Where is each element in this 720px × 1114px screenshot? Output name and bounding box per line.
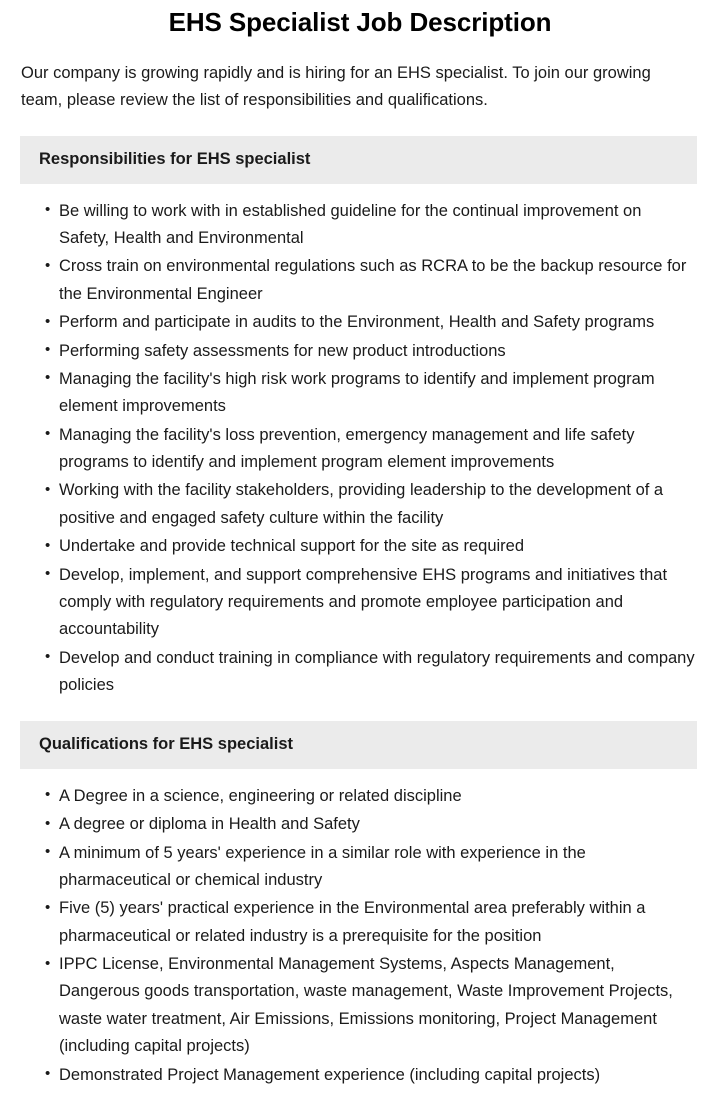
- list-item: • Be willing to work with in established guideline for the continual improvement on Safety, Health and Environmental: [45, 198, 696, 253]
- section-qualifications: [0, 721, 720, 1114]
- list-item: • Develop, implement, and support comprehensive EHS programs and initiatives that comply with regulatory requirements and promote employee participation and accountability: [45, 562, 696, 644]
- responsibilities-list: [0, 184, 720, 700]
- list-item: • Performing safety assessments for new product introductions: [45, 338, 696, 365]
- list-item: • A minimum of 5 years' experience in a similar role with experience in the pharmaceutical or chemical industry: [45, 840, 696, 895]
- list-item: • Managing the facility's high risk work programs to identify and implement program element improvements: [45, 366, 696, 421]
- list-item: • Cross train on environmental regulations such as RCRA to be the backup resource for the Environmental Engineer: [45, 253, 696, 308]
- page-title: EHS Specialist Job Description: [168, 7, 552, 37]
- list-item: • Five (5) years' practical experience in the Environmental area preferably within a pharmaceutical or related industry is a prerequisite for the position: [45, 895, 696, 950]
- list-item: • Perform and participate in audits to the Environment, Health and Safety programs: [45, 309, 696, 336]
- list-item: • Demonstrated Project Management experience (including capital projects): [45, 1062, 696, 1089]
- intro-paragraph: Our company is growing rapidly and is hiring for an EHS specialist. To join our growing team, please review the list of responsibilities and qualifications.: [21, 63, 651, 110]
- qualifications-list: [0, 769, 720, 1089]
- list-item: • Undertake and provide technical support for the site as required: [45, 533, 696, 560]
- list-item: • IPPC License, Environmental Management Systems, Aspects Management, Dangerous goods transportation, waste management, Waste Improvement Projects, waste water treatment, Air Emissions, Emissions monitoring, Project Management (including capital projects): [45, 951, 696, 1061]
- list-item: • Working with the facility stakeholders, providing leadership to the development of a positive and engaged safety culture within the facility: [45, 477, 696, 532]
- section-heading-responsibilities: Responsibilities for EHS specialist: [20, 136, 697, 183]
- list-item: • A degree or diploma in Health and Safety: [45, 811, 696, 838]
- list-item: • Develop and conduct training in compliance with regulatory requirements and company policies: [45, 645, 696, 700]
- section-heading-qualifications: Qualifications for EHS specialist: [20, 721, 697, 768]
- section-responsibilities: [0, 136, 720, 699]
- list-item: • A Degree in a science, engineering or related discipline: [45, 783, 696, 810]
- list-item: • Managing the facility's loss prevention, emergency management and life safety programs to identify and implement program element improvements: [45, 422, 696, 477]
